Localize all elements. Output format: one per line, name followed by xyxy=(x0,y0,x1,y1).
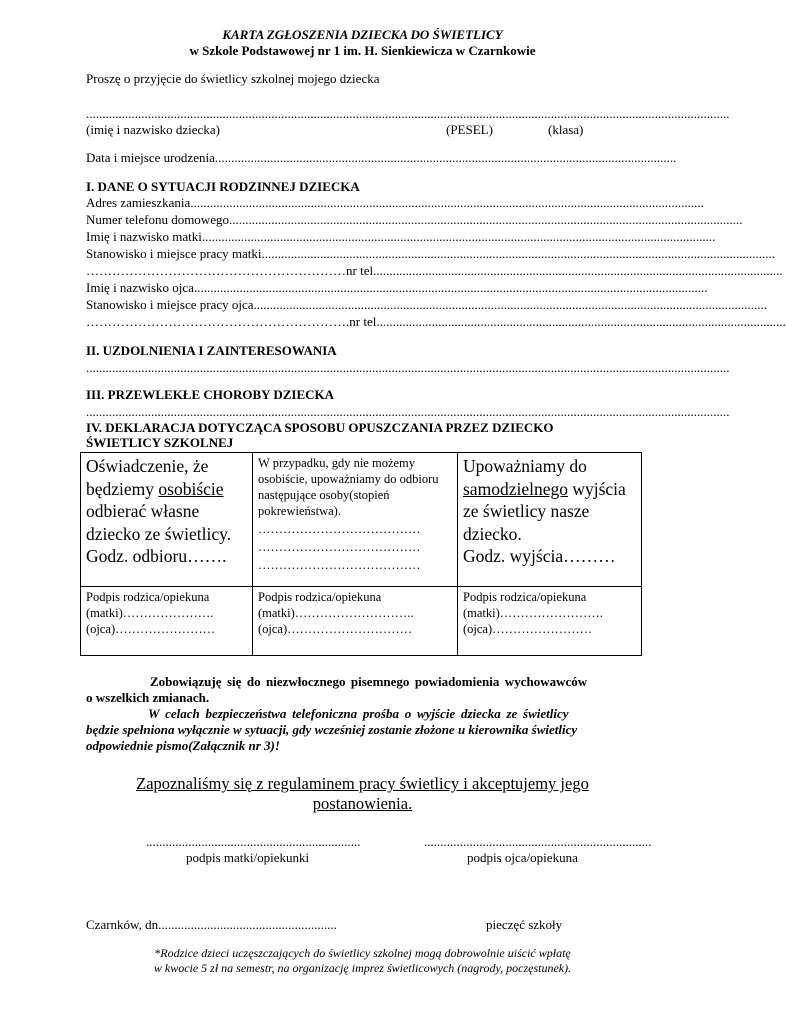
notice-italic-2: będzie spełniona wyłącznie w sytuacji, gdy wcześniej zostanie złożone u kierownika świetlicy xyxy=(86,722,578,737)
birth-label: Data i miejsce urodzenia xyxy=(86,150,215,165)
mother-signature-2[interactable]: (matki)……………………….. xyxy=(258,606,414,620)
place-date-label: Czarnków, dn xyxy=(86,917,159,932)
signature-cell-2[interactable] xyxy=(253,587,458,656)
notice-line-2: o wszelkich zmianach. xyxy=(86,690,210,705)
birth-field[interactable]: Data i miejsce urodzenia.............................................................................................................................................. xyxy=(86,150,677,165)
section-3-heading: III. PRZEWLEKŁE CHOROBY DZIECKA xyxy=(86,387,335,402)
notice-italic-3: odpowiednie pismo(Załącznik nr 3)! xyxy=(86,738,280,753)
independent-exit-emphasis: samodzielnego xyxy=(463,478,568,499)
signature-cell-1[interactable] xyxy=(81,587,253,656)
authorized-persons-cell[interactable] xyxy=(253,453,458,587)
authorized-person-line-1[interactable]: ………………………………… xyxy=(258,522,421,536)
authorized-person-line-2[interactable]: ………………………………… xyxy=(258,540,421,554)
mother-signature-3[interactable]: (matki)……………………. xyxy=(463,606,603,620)
father-signature-1[interactable]: (ojca)…………………… xyxy=(86,622,216,636)
date-field[interactable]: Czarnków, dn....................................................... xyxy=(86,917,337,932)
pickup-declaration-table xyxy=(80,452,642,656)
school-stamp-label: pieczęć szkoły xyxy=(486,917,563,932)
father-signature-3[interactable]: (ojca)…………………… xyxy=(463,622,593,636)
pickup-time[interactable]: Godz. odbioru……. xyxy=(86,546,227,566)
section-4-heading: IV. DEKLARACJA DOTYCZĄCA SPOSOBU OPUSZCZANIA PRZEZ DZIECKO xyxy=(86,420,554,435)
home-phone-field[interactable]: Numer telefonu domowego.............................................................................................................................................................. xyxy=(86,212,743,227)
home-phone-label: Numer telefonu domowego xyxy=(86,212,229,227)
mother-name-field[interactable]: Imię i nazwisko matki.............................................................................................................................................................. xyxy=(86,229,716,244)
authorized-persons-text: W przypadku, gdy nie możemy osobiście, upoważniamy do odbioru następujące osoby(stopień pokrewieństwa). xyxy=(258,456,439,518)
authorized-person-line-3[interactable]: ………………………………… xyxy=(258,558,421,572)
father-name-field[interactable]: Imię i nazwisko ojca.............................................................................................................................................................. xyxy=(86,280,708,295)
document-title: KARTA ZGŁOSZENIA DZIECKA DO ŚWIETLICY xyxy=(222,27,503,42)
mother-job-field[interactable]: Stanowisko i miejsce pracy matki.............................................................................................................................................................. xyxy=(86,246,775,261)
intro-text: Proszę o przyjęcie do świetlicy szkolnej mojego dziecka xyxy=(86,71,380,86)
independent-exit-cell[interactable] xyxy=(458,453,642,587)
personal-pickup-text: Oświadczenie, że będziemy xyxy=(86,456,209,499)
pesel-label: (PESEL) xyxy=(446,122,493,137)
rules-line-2: postanowienia. xyxy=(312,794,413,813)
father-name-label: Imię i nazwisko ojca xyxy=(86,280,194,295)
mother-signature-label: podpis matki/opiekunki xyxy=(186,850,310,865)
father-job-label: Stanowisko i miejsce pracy ojca xyxy=(86,297,254,312)
phone-label-2: nr tel xyxy=(349,314,377,329)
signature-label-2: Podpis rodzica/opiekuna xyxy=(258,590,382,604)
personal-pickup-cell[interactable] xyxy=(81,453,253,587)
notice-italic-1: W celach bezpieczeństwa telefoniczna prośba o wyjście dziecka ze świetlicy xyxy=(148,706,569,721)
section-2-heading: II. UZDOLNIENIA I ZAINTERESOWANIA xyxy=(86,343,337,358)
independent-exit-rest: wyjścia ze świetlicy nasze dziecko. xyxy=(463,478,626,544)
signature-cell-3[interactable] xyxy=(458,587,642,656)
father-signature-line[interactable]: ...................................................................... xyxy=(424,834,652,849)
mother-name-label: Imię i nazwisko matki xyxy=(86,229,202,244)
father-job-field[interactable]: Stanowisko i miejsce pracy ojca.............................................................................................................................................................. xyxy=(86,297,768,312)
class-label: (klasa) xyxy=(548,122,584,137)
mother-signature-line[interactable]: .................................................................. xyxy=(146,834,361,849)
signature-label-1: Podpis rodzica/opiekuna xyxy=(86,590,210,604)
footnote-line-1: *Rodzice dzieci uczęszczających do świetlicy szkolnej mogą dobrowolnie uiścić wpłatę xyxy=(154,946,571,960)
address-label: Adres zamieszkania xyxy=(86,195,191,210)
signature-label-3: Podpis rodzica/opiekuna xyxy=(463,590,587,604)
section-1-heading: I. DANE O SYTUACJI RODZINNEJ DZIECKA xyxy=(86,179,360,194)
father-phone-field[interactable]: …………………………………………………….nr tel.............................................................................................................................. xyxy=(86,314,786,329)
mother-phone-field[interactable]: ……………………………………………………nr tel.............................................................................................................................. xyxy=(86,263,783,278)
child-name-dots[interactable]: ...................................................................................................................................................................................................... xyxy=(86,106,730,121)
personal-pickup-emphasis: osobiście xyxy=(158,478,224,499)
mother-job-label: Stanowisko i miejsce pracy matki xyxy=(86,246,262,261)
independent-exit-text: Upoważniamy do xyxy=(463,456,587,476)
father-signature-label: podpis ojca/opiekuna xyxy=(467,850,578,865)
father-signature-2[interactable]: (ojca)………………………… xyxy=(258,622,413,636)
section-4-heading-2: ŚWIETLICY SZKOLNEJ xyxy=(86,435,234,450)
notice-line-1: Zobowiązuję się do niezwłocznego pisemnego powiadomienia wychowawców xyxy=(150,674,588,689)
rules-line-1: Zapoznaliśmy się z regulaminem pracy świetlicy i akceptujemy jego xyxy=(136,774,589,793)
talents-field[interactable]: ...................................................................................................................................................................................................... xyxy=(86,360,730,375)
document-subtitle: w Szkole Podstawowej nr 1 im. H. Sienkiewicza w Czarnkowie xyxy=(189,43,536,58)
phone-label-1: nr tel xyxy=(346,263,374,278)
child-name-label: (imię i nazwisko dziecka) xyxy=(86,122,220,137)
address-field[interactable]: Adres zamieszkania.............................................................................................................................................................. xyxy=(86,195,704,210)
personal-pickup-rest: odbierać własne dziecko ze świetlicy. xyxy=(86,501,232,544)
exit-time[interactable]: Godz. wyjścia……… xyxy=(463,546,616,566)
mother-signature-1[interactable]: (matki)…………………. xyxy=(86,606,214,620)
footnote-line-2: w kwocie 5 zł na semestr, na organizację imprez świetlicowych (nagrody, poczęstunek). xyxy=(153,961,572,975)
diseases-field[interactable]: ...................................................................................................................................................................................................... xyxy=(86,404,730,419)
